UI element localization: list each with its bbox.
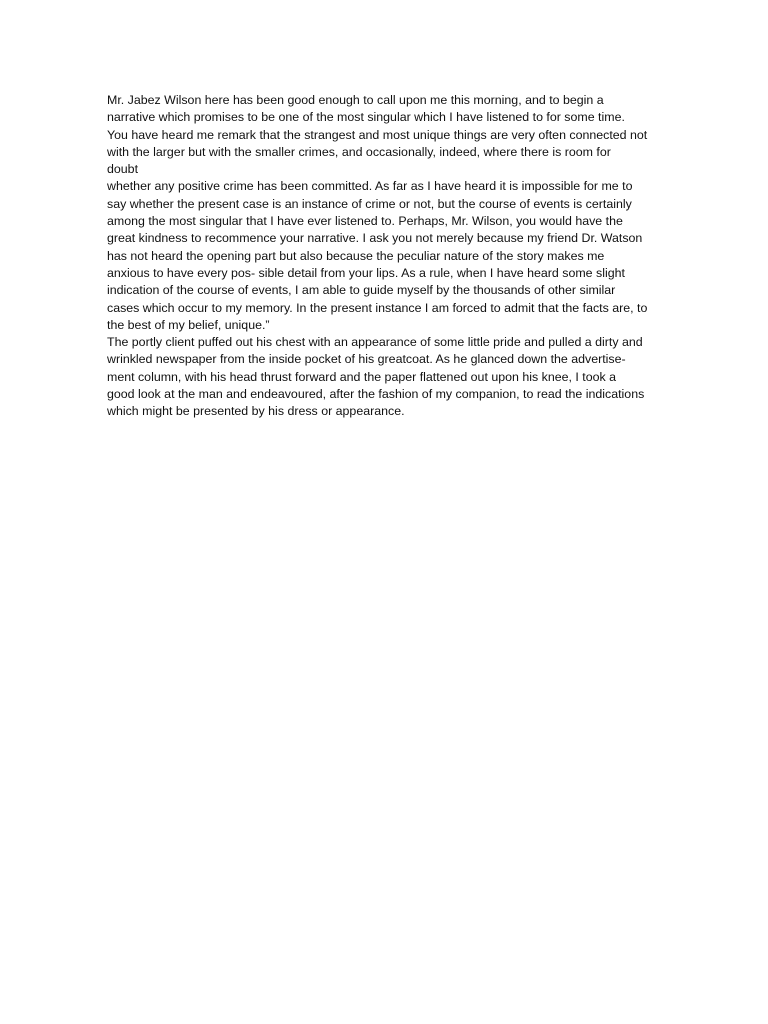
body-text xyxy=(107,92,667,421)
text-line: good look at the man and endeavoured, after the fashion of my companion, to read the indications xyxy=(107,387,645,402)
text-line: wrinkled newspaper from the inside pocket of his greatcoat. As he glanced down the advertise- xyxy=(107,352,626,367)
text-line: among the most singular that I have ever listened to. Perhaps, Mr. Wilson, you would have the xyxy=(107,214,623,229)
text-line: has not heard the opening part but also because the peculiar nature of the story makes me xyxy=(107,248,605,263)
text-line: indication of the course of events, I am able to guide myself by the thousands of other similar xyxy=(107,283,616,298)
text-line: ment column, with his head thrust forward and the paper flattened out upon his knee, I took a xyxy=(107,369,617,384)
text-line: The portly client puffed out his chest with an appearance of some little pride and pulled a dirty and xyxy=(107,335,643,350)
text-line: Mr. Jabez Wilson here has been good enough to call upon me this morning, and to begin a xyxy=(107,93,604,107)
text-line: You have heard me remark that the strangest and most unique things are very often connected not xyxy=(107,127,648,142)
text-line: narrative which promises to be one of the most singular which I have listened to for some time. xyxy=(107,110,625,125)
text-line: great kindness to recommence your narrative. I ask you not merely because my friend Dr. Watson xyxy=(107,231,643,246)
text-line: doubt xyxy=(107,162,139,177)
text-line: with the larger but with the smaller crimes, and occasionally, indeed, where there is room for xyxy=(107,144,611,159)
text-line: whether any positive crime has been committed. As far as I have heard it is impossible for me to xyxy=(107,179,633,194)
text-line: cases which occur to my memory. In the present instance I am forced to admit that the facts are, to xyxy=(107,300,648,315)
text-line: which might be presented by his dress or appearance. xyxy=(107,404,405,419)
text-line: anxious to have every pos- sible detail from your lips. As a rule, when I have heard some slight xyxy=(107,265,625,280)
text-line: say whether the present case is an instance of crime or not, but the course of events is certainly xyxy=(107,196,632,211)
text-line: the best of my belief, unique.” xyxy=(107,317,270,332)
